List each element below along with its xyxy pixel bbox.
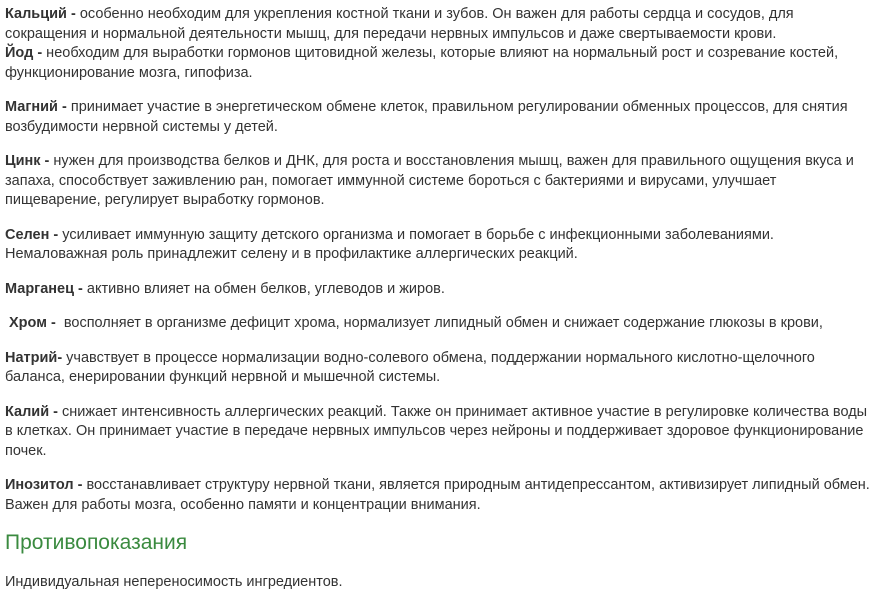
term-potassium: Калий - xyxy=(5,403,58,420)
text-sodium: учавствует в процессе нормализации водно-солевого обмена, поддержании нормального кислотно-щелочного баланса, енерировании функций нервной и мышечной системы. xyxy=(5,349,815,385)
text-calcium: особенно необходим для укрепления костной ткани и зубов. Он важен для работы сердца и сосудов, для сокращения и нормальной деятельности мышц, для передачи нервных импульсов и даже свертываемости крови. xyxy=(5,6,794,42)
paragraph-iodine xyxy=(5,44,873,83)
text-zinc: нужен для производства белков и ДНК, для роста и восстановления мышц, важен для правильного ощущения вкуса и запаха, способствует заживлению ран, помогает иммунной системе бороться с бактериями и вирусами, улучшает пищеварение, регулирует выработку гормонов. xyxy=(5,153,854,208)
text-chromium: восполняет в организме дефицит хрома, нормализует липидный обмен и снижает содержание глюкозы в крови, xyxy=(55,315,823,331)
paragraph-inositol xyxy=(5,476,873,515)
term-manganese: Марганец - xyxy=(5,280,83,297)
term-iodine: Йод - xyxy=(5,45,43,61)
paragraph-calcium xyxy=(5,5,873,44)
paragraph-manganese xyxy=(5,280,873,300)
paragraph-sodium xyxy=(5,349,873,388)
term-sodium: Натрий- xyxy=(5,349,63,366)
paragraph-potassium xyxy=(5,403,873,462)
paragraph-chromium xyxy=(5,314,873,334)
paragraph-magnesium xyxy=(5,98,873,137)
text-inositol: восстанавливает структуру нервной ткани, является природным антидепрессантом, активизирует липидный обмен. Важен для работы мозга, особенно памяти и концентрации внимания. xyxy=(5,477,870,513)
text-potassium: снижает интенсивность аллергических реакций. Также он принимает активное участие в регулировке количества воды в клетках. Он принимает участие в передаче нервных импульсов через нейроны и поддерживает здоровое функционирование почек. xyxy=(5,403,868,459)
term-chromium: Хром - xyxy=(9,315,56,331)
contraindications-heading: Противопоказания xyxy=(5,531,188,554)
contraindications-text: Индивидуальная непереносимость ингредиентов. xyxy=(5,574,343,590)
term-selenium: Селен - xyxy=(5,226,59,243)
text-selenium: усиливает иммунную защиту детского организма и помогает в борьбе с инфекционными заболеваниями. Немаловажная роль принадлежит селену и в профилактике аллергических реакций. xyxy=(5,226,774,262)
term-inositol: Инозитол - xyxy=(5,477,83,493)
term-magnesium: Магний - xyxy=(5,99,67,115)
text-iodine: необходим для выработки гормонов щитовидной железы, которые влияют на нормальный рост и созревание костей, функционирование мозга, гипофиза. xyxy=(5,45,839,81)
text-magnesium: принимает участие в энергетическом обмене клеток, правильном регулировании обменных процессов, для снятия возбудимости нервной системы у детей. xyxy=(5,99,848,135)
term-calcium: Кальций - xyxy=(5,6,76,22)
text-manganese: активно влияет на обмен белков, углеводов и жиров. xyxy=(82,280,445,297)
paragraph-zinc xyxy=(5,152,873,211)
paragraph-selenium xyxy=(5,226,873,265)
term-zinc: Цинк - xyxy=(5,153,50,169)
